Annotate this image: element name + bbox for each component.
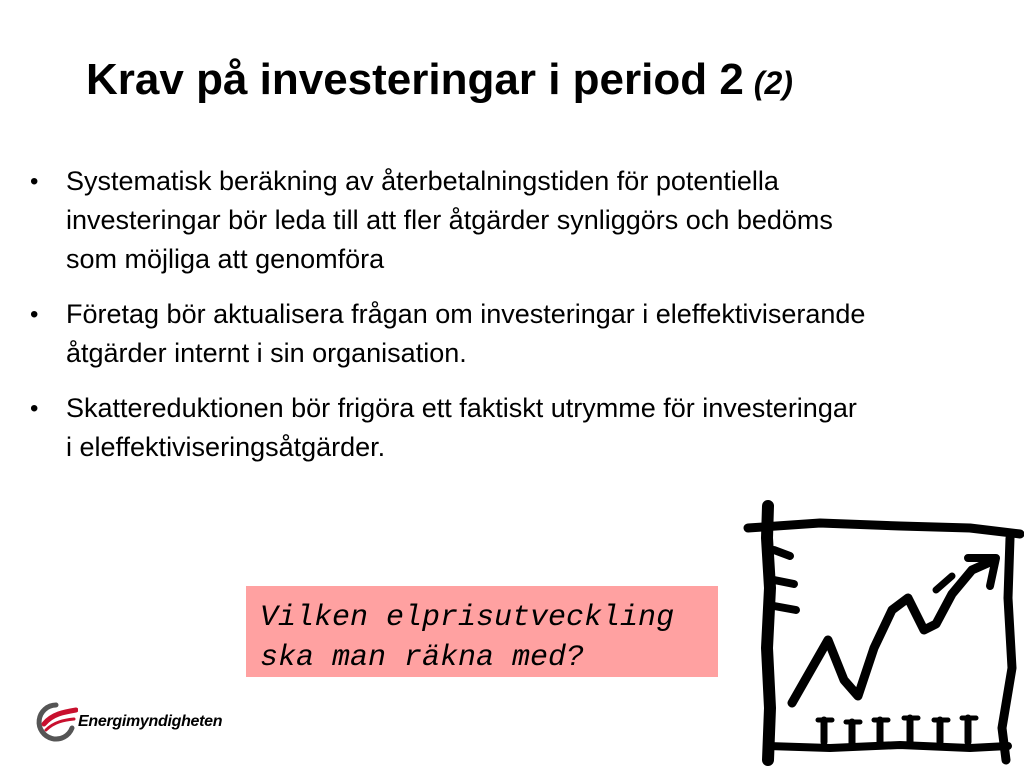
energimyndigheten-logo <box>34 700 234 744</box>
slide-title <box>86 52 986 111</box>
bullet-dot-icon: • <box>30 168 39 195</box>
bullet-text: Skattereduktionen bör frigöra ett faktiskt utrymme för investeringar i eleffektiviseringsåtgärder. <box>66 393 857 462</box>
question-line-1: Vilken elprisutveckling <box>260 601 675 635</box>
logo-mark-icon <box>34 700 78 744</box>
bullet-dot-icon: • <box>30 301 39 328</box>
bullet-item <box>28 389 868 467</box>
logo-text: Energimyndigheten <box>78 713 223 730</box>
bullet-item <box>28 295 868 373</box>
bullet-list <box>28 162 868 483</box>
bullet-item <box>28 162 868 279</box>
bullet-text: Företag bör aktualisera frågan om investeringar i eleffektiviserande åtgärder internt i sin organisation. <box>66 299 866 368</box>
question-line-2: ska man räkna med? <box>260 641 585 675</box>
slide-title-suffix: (2) <box>753 65 793 101</box>
bullet-text: Systematisk beräkning av återbetalningstiden för potentiella investeringar bör leda till att fler åtgärder synliggörs och bedöms som möjliga att genomföra <box>66 166 833 274</box>
bullet-dot-icon: • <box>30 395 39 422</box>
question-box <box>246 586 718 677</box>
slide-title-text: Krav på investeringar i period 2 <box>86 55 744 104</box>
line-chart-clipart-icon <box>740 498 1024 768</box>
